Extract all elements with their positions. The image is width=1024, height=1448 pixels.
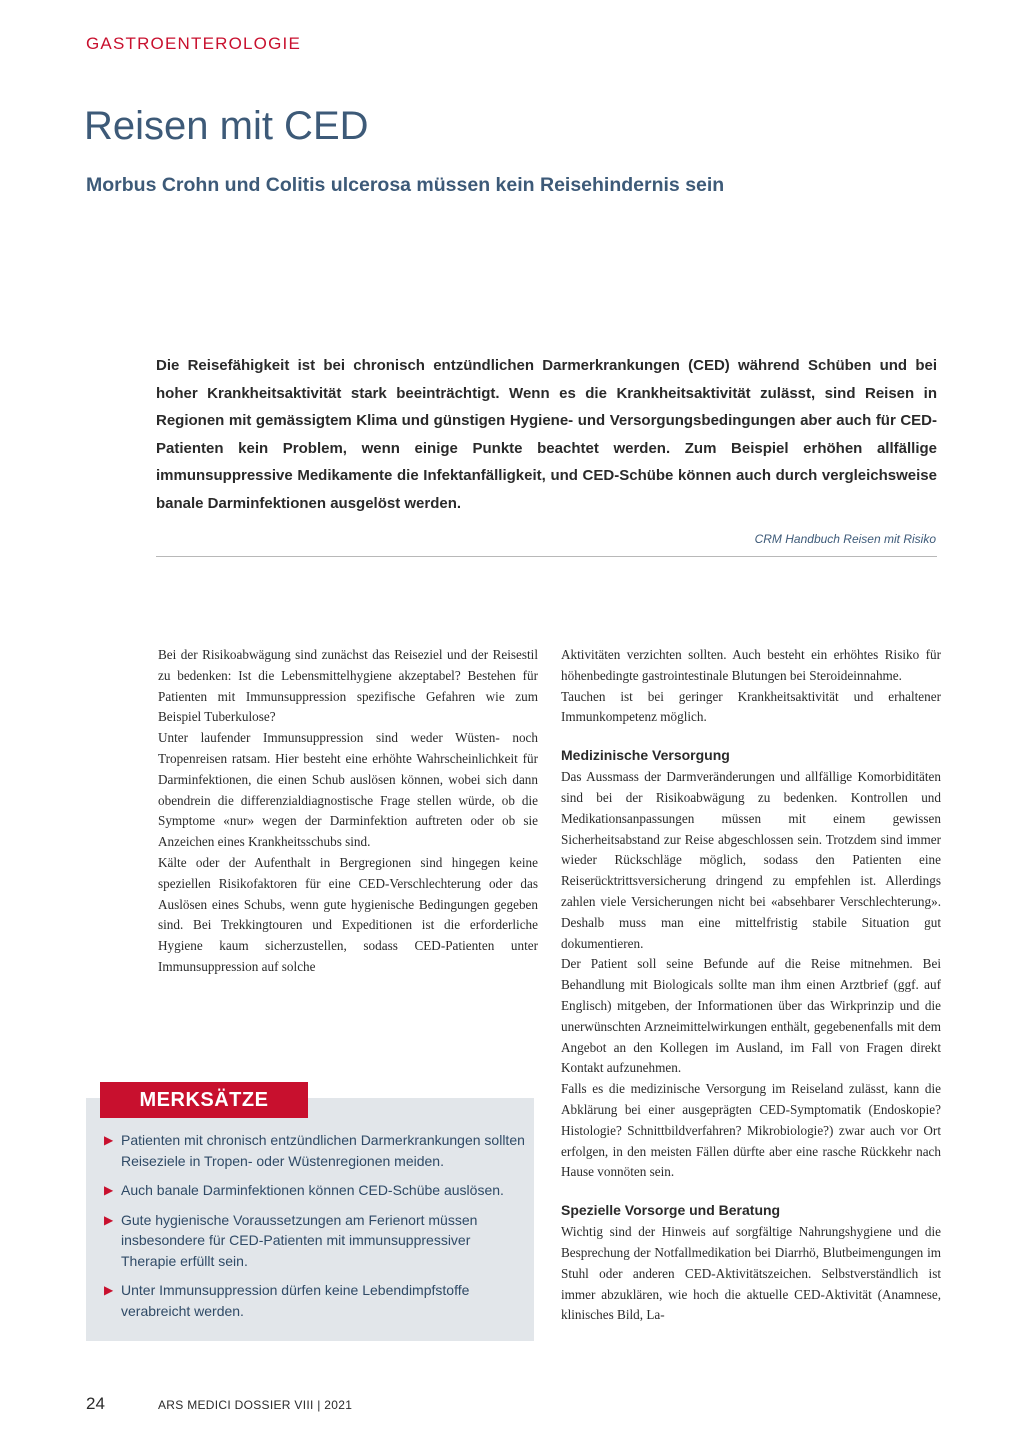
merksaetze-item xyxy=(104,1210,528,1272)
body-paragraph: Falls es die medizinische Versorgung im Reiseland zulässt, kann die Abklärung bei einer ausgeprägten CED-Symptomatik (Endoskopie? Histologie? Schnittbildverfahren? Mikrobiologie?) zwar auch vor Ort erfolgen, in den meisten Fällen dürfte aber eine rasche Rückkehr nach Hause vonnöten sein. xyxy=(561,1081,941,1180)
merksaetze-text: Unter Immunsuppression dürfen keine Lebendimpfstoffe verabreicht werden. xyxy=(121,1282,470,1319)
merksaetze-title: MERKSÄTZE xyxy=(100,1082,308,1118)
lead-source: CRM Handbuch Reisen mit Risiko xyxy=(754,532,936,546)
body-paragraph: Bei der Risikoabwägung sind zunächst das Reiseziel und der Reisestil zu bedenken: Ist die Lebensmittelhygiene akzeptabel? Bestehen für Patienten mit Immunsuppression spezifische Gefahren wie zum Beispiel Tuberkulose? xyxy=(158,647,538,725)
triangle-arrow-icon: ▶ xyxy=(104,1183,114,1197)
article-title: Reisen mit CED xyxy=(84,104,369,148)
body-paragraph: Tauchen ist bei geringer Krankheitsaktivität und erhaltener Immunkompetenz möglich. xyxy=(561,688,941,725)
body-paragraph: Wichtig sind der Hinweis auf sorgfältige Nahrungshygiene und die Besprechung der Notfallmedikation bei Diarrhö, Blutbeimengungen im Stuhl oder anderen CED-Aktivitätszeichen. Selbstverständlich ist immer abzuklären, wie hoch die aktuelle CED-Aktivität (Anamnese, klinisches Bild, La- xyxy=(561,1224,941,1323)
page-number: 24 xyxy=(86,1394,105,1413)
heading-spezielle-vorsorge: Spezielle Vorsorge und Beratung xyxy=(561,1202,781,1219)
body-paragraph: Kälte oder der Aufenthalt in Bergregionen sind hingegen keine speziellen Risikofaktoren für eine CED-Verschlechterung oder das Auslösen eines Schubs, wenn gute hygienische Bedingungen gegeben sind. Bei Trekkingtouren und Expeditionen ist die erforderliche Hygiene kaum sicherzustellen, sodass CED-Patienten unter Immunsuppression auf solche xyxy=(158,854,538,974)
body-column-right xyxy=(561,645,941,1326)
body-paragraph: Der Patient soll seine Befunde auf die Reise mitnehmen. Bei Behandlung mit Biologicals sollte man ihm einen Arztbrief (ggf. auf Englisch) mitgeben, der Informationen über das Wirkprinzip und die unerwünschten Arzneimittelwirkungen enthält, gegebenenfalls mit dem Angebot an den Kollegen im Ausland, im Fall von Fragen direkt Kontakt aufzunehmen. xyxy=(561,956,941,1076)
merksaetze-text: Gute hygienische Voraussetzungen am Ferienort müssen insbesondere für CED-Patienten mit immunsuppressiver Therapie erfüllt sein. xyxy=(121,1211,478,1269)
divider xyxy=(156,556,937,557)
journal-name: ARS MEDICI DOSSIER VIII | 2021 xyxy=(158,1398,353,1412)
merksaetze-text: Auch banale Darminfektionen können CED-Schübe auslösen. xyxy=(121,1182,504,1198)
section-label: GASTROENTEROLOGIE xyxy=(86,34,301,53)
article-subtitle: Morbus Crohn und Colitis ulcerosa müssen kein Reisehindernis sein xyxy=(86,174,725,196)
merksaetze-item xyxy=(104,1180,528,1201)
body-column-left xyxy=(158,645,538,978)
merksaetze-text: Patienten mit chronisch entzündlichen Darmerkrankungen sollten Reiseziele in Tropen- oder Wüstenregionen meiden. xyxy=(121,1132,525,1169)
body-paragraph: Aktivitäten verzichten sollten. Auch besteht ein erhöhtes Risiko für höhenbedingte gastrointestinale Blutungen bei Steroideinnahme. xyxy=(561,647,941,683)
merksaetze-item xyxy=(104,1280,528,1321)
lead-paragraph: Die Reisefähigkeit ist bei chronisch entzündlichen Darmerkrankungen (CED) während Schüben und bei hoher Krankheitsaktivität stark beeinträchtigt. Wenn es die Krankheitsaktivität zulässt, sind Reisen in Regionen mit gemässigtem Klima und günstigen Hygiene- und Versorgungsbedingungen aber auch für CED-Patienten kein Problem, wenn einige Punkte beachtet werden. Zum Beispiel erhöhen allfällige immunsuppressive Medikamente die Infektanfälligkeit, und CED-Schübe können auch durch vergleichsweise banale Darminfektionen ausgelöst werden. xyxy=(156,357,937,512)
body-paragraph: Das Aussmass der Darmveränderungen und allfällige Komorbiditäten sind bei der Risikoabwägung zu bedenken. Kontrollen und Medikationsanpassungen müssen mit einem gewissen Sicherheitsabstand zur Reise abgeschlossen sein. Trotzdem sind immer wieder Rückschläge möglich, sodass den Patienten eine Reiserücktrittsversicherung dringend zu empfehlen ist. Allerdings zahlen viele Versicherungen nicht bei «absehbarer Verschlechterung». Deshalb muss man eine mittelfristig stabile Situation gut dokumentieren. xyxy=(561,769,941,951)
body-paragraph: Unter laufender Immunsuppression sind weder Wüsten- noch Tropenreisen ratsam. Hier besteht eine erhöhte Wahrscheinlichkeit für Darminfektionen, die einen Schub auslösen können, wobei sich dann obendrein die differenzialdiagnostische Frage stellen würde, ob die Symptome «nur» wegen der Darminfektion auftreten oder ob sie Anzeichen eines Krankheitsschubs sind. xyxy=(158,730,538,850)
heading-medizinische-versorgung: Medizinische Versorgung xyxy=(561,747,730,764)
merksaetze-item xyxy=(104,1130,528,1171)
merksaetze-list xyxy=(104,1130,528,1330)
triangle-arrow-icon: ▶ xyxy=(104,1283,114,1297)
triangle-arrow-icon: ▶ xyxy=(104,1133,114,1147)
triangle-arrow-icon: ▶ xyxy=(104,1212,114,1227)
